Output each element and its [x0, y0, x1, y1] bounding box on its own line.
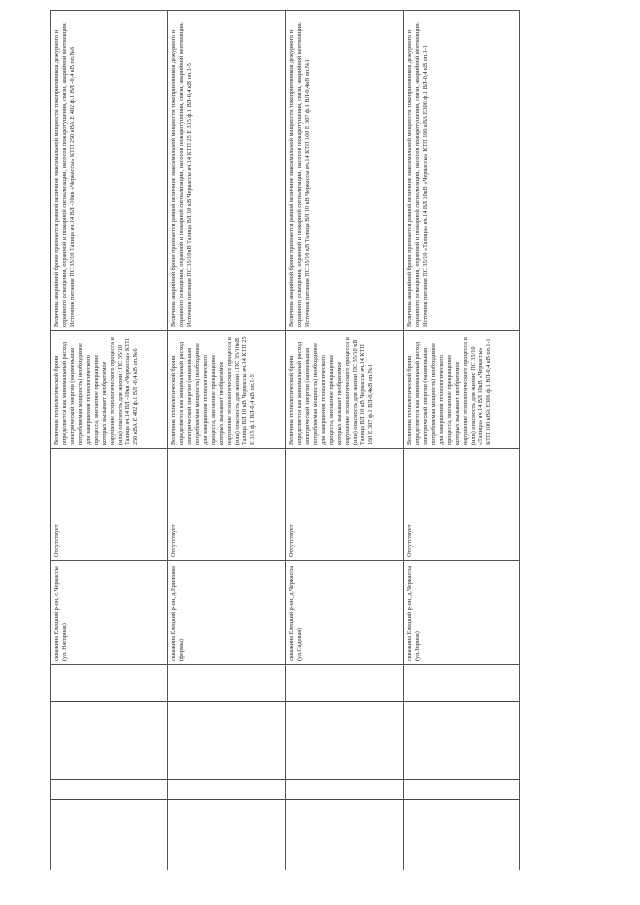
empty-cell	[168, 765, 286, 870]
rotated-page	[50, 10, 520, 870]
emergency-cell: Величина аварийной брони признается равной величине максимальной мощности токоприемников дежурного и охранного освещения, охранной и пожарной сигнализации, насосов пожаротушения, связи, аварийной вентиляции. Источник питания ПС 35/10кВ Талица ВЛ 10 кВ Черкассы яч.14 КТП 25 Е 315 ф.1 ВЛ-0,4 кВ оп.1-5	[168, 10, 286, 330]
object-cell: скважина Елецкий р-он, д.Черкассы (ул.Садовая)	[286, 560, 404, 665]
empty-cell	[50, 665, 168, 765]
object-cell: скважина Елецкий р-он, д.Черкассы (ул.Зорная)	[404, 560, 520, 665]
object-cell: скважина Елецкий р-он, с.Черкассы (ул. Нагорная)	[50, 560, 168, 665]
description-cell: Величина технологической брони определяется как минимальный расход электрической энергии (наименьшая потребляемая мощность) необходимое для завершения технологического процесса, внезапное прекращение которых вызывает необратимое нарушение технологического процесса и (или) опасность для жизни: ПС 35/10 «Талица» яч.14 ВЛ 10кВ «Черкассы» КТП 100 кВА Е306 ф.1 ВЛ-0,4 кВ оп.1-1	[404, 330, 520, 448]
status-cell: Отсутствует	[404, 448, 520, 560]
description-cell: Величина технологической брони определяется как минимальный расход электрической энергии (наименьшая потребляемая мощность) необходимое для завершения технологического процесса, внезапное прекращение которых вызывает необратимое нарушение технологического процесса и (или) опасность для жизни : ПС 35/10кВ Талица ВЛ 10 кВ Черкассы яч.14 КТП 25 Е 315 ф.1 ВЛ-0,4 кВ оп.1-5	[168, 330, 286, 448]
emergency-cell: Величина аварийной брони признается равной величине максимальной мощности токоприемников дежурного и охранного освещения, охранной и пожарной сигнализации, насосов пожаротушения, связи, аварийной вентиляции. Источник питания ПС 35/10 кВ Талица ВЛ 10 кВ Черкассы яч.14 КТП 160 Е 307 ф.1 ВЛ-0,4кВ оп.№1	[286, 10, 404, 330]
emergency-cell: Величина аварийной брони признается равной величине максимальной мощности токоприемников дежурного и охранного освещения, охранной и пожарной сигнализации, насосов пожаротушения, связи, аварийной вентиляции. Источник питания ПС 35/10 «Талица» яч.14 ВЛ 10кВ «Черкассы» КТП 100 кВА Е306 ф.1 ВЛ-0,4 кВ оп.1-1	[404, 10, 520, 330]
description-cell: Величина технологической брони определяется как минимальный расход электрической энергии (наименьшая потребляемая мощность) необходимое для завершения технологического процесса, внезапное прекращение которых вызывает необратимое нарушение технологического процесса и (или) опасность для жизни ПС 35/10 кВ Талица ВЛ 10 кВ Черкассы яч.14 КТП 160 Е 307 ф.1 ВЛ-0,4кВ оп.№1	[286, 330, 404, 448]
object-cell: скважина Елецкий р-он, д.Ериловка (фермы)	[168, 560, 286, 665]
emergency-cell: Величина аварийной брони признается равной величине максимальной мощности токоприемников дежурного и охранного освещения, охранной и пожарной сигнализации, насосов пожаротушения, связи, аварийной вентиляции. Источник питания ПС 35/10 Талица яч.14 ВЛ -10кв «Черкассы» КТП 250 кВА Е 402 ф.1 ВЛ -0,4 кВ оп.№6	[50, 10, 168, 330]
empty-cell	[404, 765, 520, 870]
reserve-table	[50, 10, 520, 870]
status-cell: Отсутствует	[50, 448, 168, 560]
status-cell: Отсутствует	[286, 448, 404, 560]
empty-cell	[50, 765, 168, 870]
status-cell: Отсутствует	[168, 448, 286, 560]
empty-cell	[168, 665, 286, 765]
description-cell: Величина технологической брони определяется как минимальный расход электрической энергии (наименьшая потребляемая мощность) необходимое для завершения технологического процесса, внезапное прекращение которых вызывает необратимое нарушение технологического процесса и (или) опасность для жизни : ПС 35/10 Талица яч.14 ВЛ -10кв «Черкассы» КТП 250 кВА Е 402 ф.1 ВЛ -0,4 кВ оп.№6	[50, 330, 168, 448]
empty-cell	[286, 665, 404, 765]
empty-cell	[404, 665, 520, 765]
empty-cell	[286, 765, 404, 870]
